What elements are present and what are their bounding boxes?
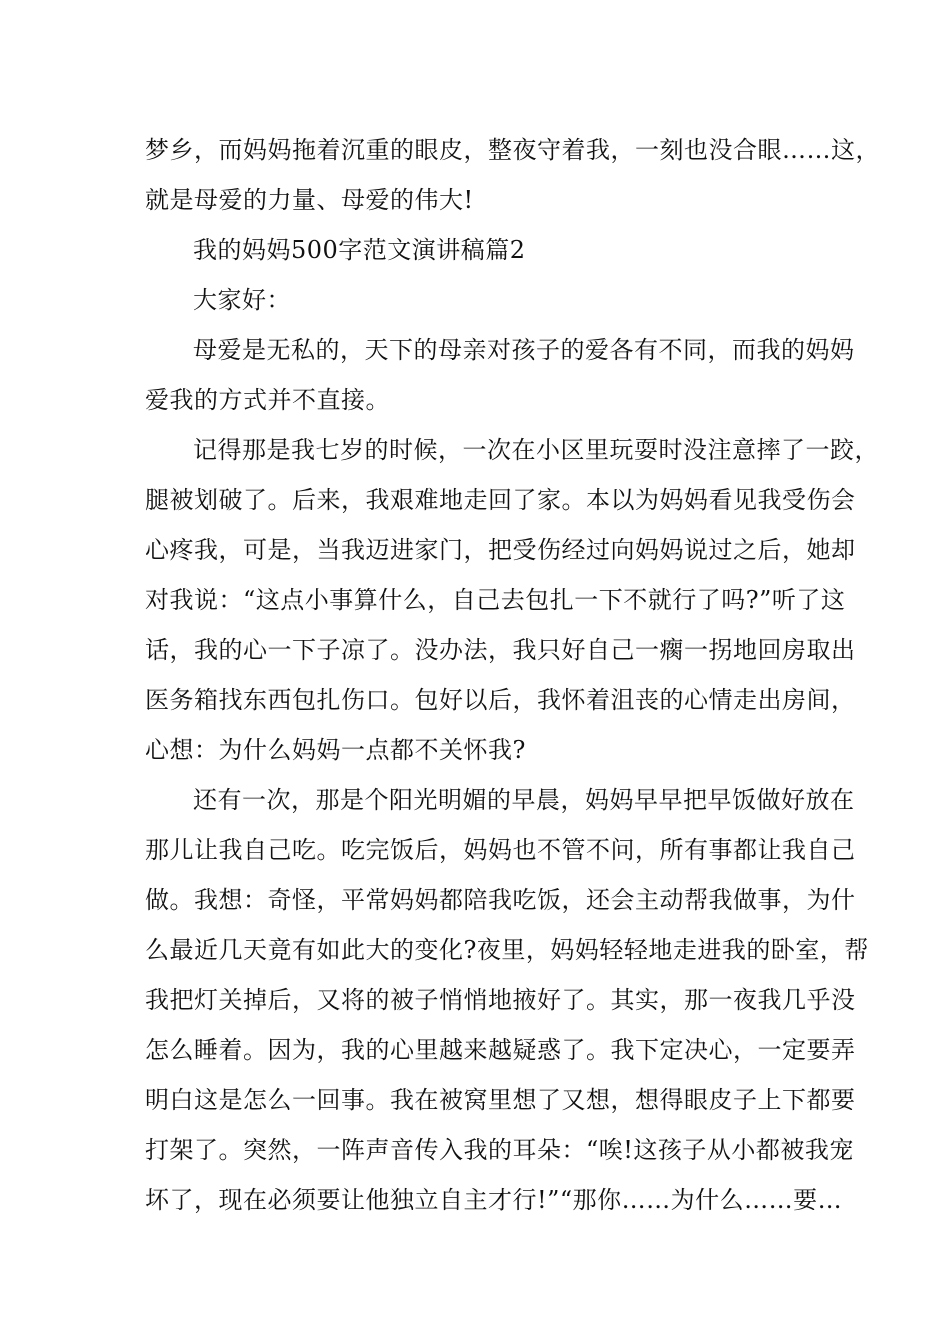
- paragraph-line: 对我说：“这点小事算什么，自己去包扎一下不就行了吗?”听了这: [145, 586, 846, 614]
- paragraph-line: 心疼我，可是，当我迈进家门，把受伤经过向妈妈说过之后，她却: [145, 536, 856, 564]
- paragraph-line: 腿被划破了。后来，我艰难地走回了家。本以为妈妈看见我受伤会: [145, 486, 856, 514]
- paragraph-line: 记得那是我七岁的时候，一次在小区里玩耍时没注意摔了一跤，: [193, 436, 879, 464]
- paragraph-line: 心想：为什么妈妈一点都不关怀我?: [145, 736, 526, 764]
- paragraph-line: 就是母爱的力量、母爱的伟大!: [145, 186, 474, 214]
- paragraph-line: 话，我的心一下子凉了。没办法，我只好自己一瘸一拐地回房取出: [145, 636, 856, 664]
- paragraph-line: 坏了，现在必须要让他独立自主才行!”“那你……为什么……要…: [145, 1186, 843, 1214]
- paragraph-line: 怎么睡着。因为，我的心里越来越疑惑了。我下定决心，一定要弄: [145, 1036, 856, 1064]
- paragraph-line: 医务箱找东西包扎伤口。包好以后，我怀着沮丧的心情走出房间，: [145, 686, 856, 714]
- paragraph-line: 明白这是怎么一回事。我在被窝里想了又想，想得眼皮子上下都要: [145, 1086, 856, 1114]
- paragraph-line: 么最近几天竟有如此大的变化?夜里，妈妈轻轻地走进我的卧室，帮: [145, 936, 869, 964]
- paragraph-line: 梦乡，而妈妈拖着沉重的眼皮，整夜守着我，一刻也没合眼……这，: [145, 136, 880, 164]
- paragraph-line: 打架了。突然，一阵声音传入我的耳朵：“唉!这孩子从小都被我宠: [145, 1136, 854, 1164]
- greeting-line: 大家好：: [193, 286, 291, 314]
- section-heading: 我的妈妈500字范文演讲稿篇2: [193, 236, 526, 264]
- paragraph-line: 那儿让我自己吃。吃完饭后，妈妈也不管不问，所有事都让我自己: [145, 836, 856, 864]
- paragraph-line: 做。我想：奇怪，平常妈妈都陪我吃饭，还会主动帮我做事，为什: [145, 886, 856, 914]
- paragraph-line: 爱我的方式并不直接。: [145, 386, 390, 414]
- paragraph-line: 还有一次，那是个阳光明媚的早晨，妈妈早早把早饭做好放在: [193, 786, 855, 814]
- paragraph-line: 母爱是无私的，天下的母亲对孩子的爱各有不同，而我的妈妈: [193, 336, 855, 364]
- paragraph-line: 我把灯关掉后，又将的被子悄悄地掖好了。其实，那一夜我几乎没: [145, 986, 856, 1014]
